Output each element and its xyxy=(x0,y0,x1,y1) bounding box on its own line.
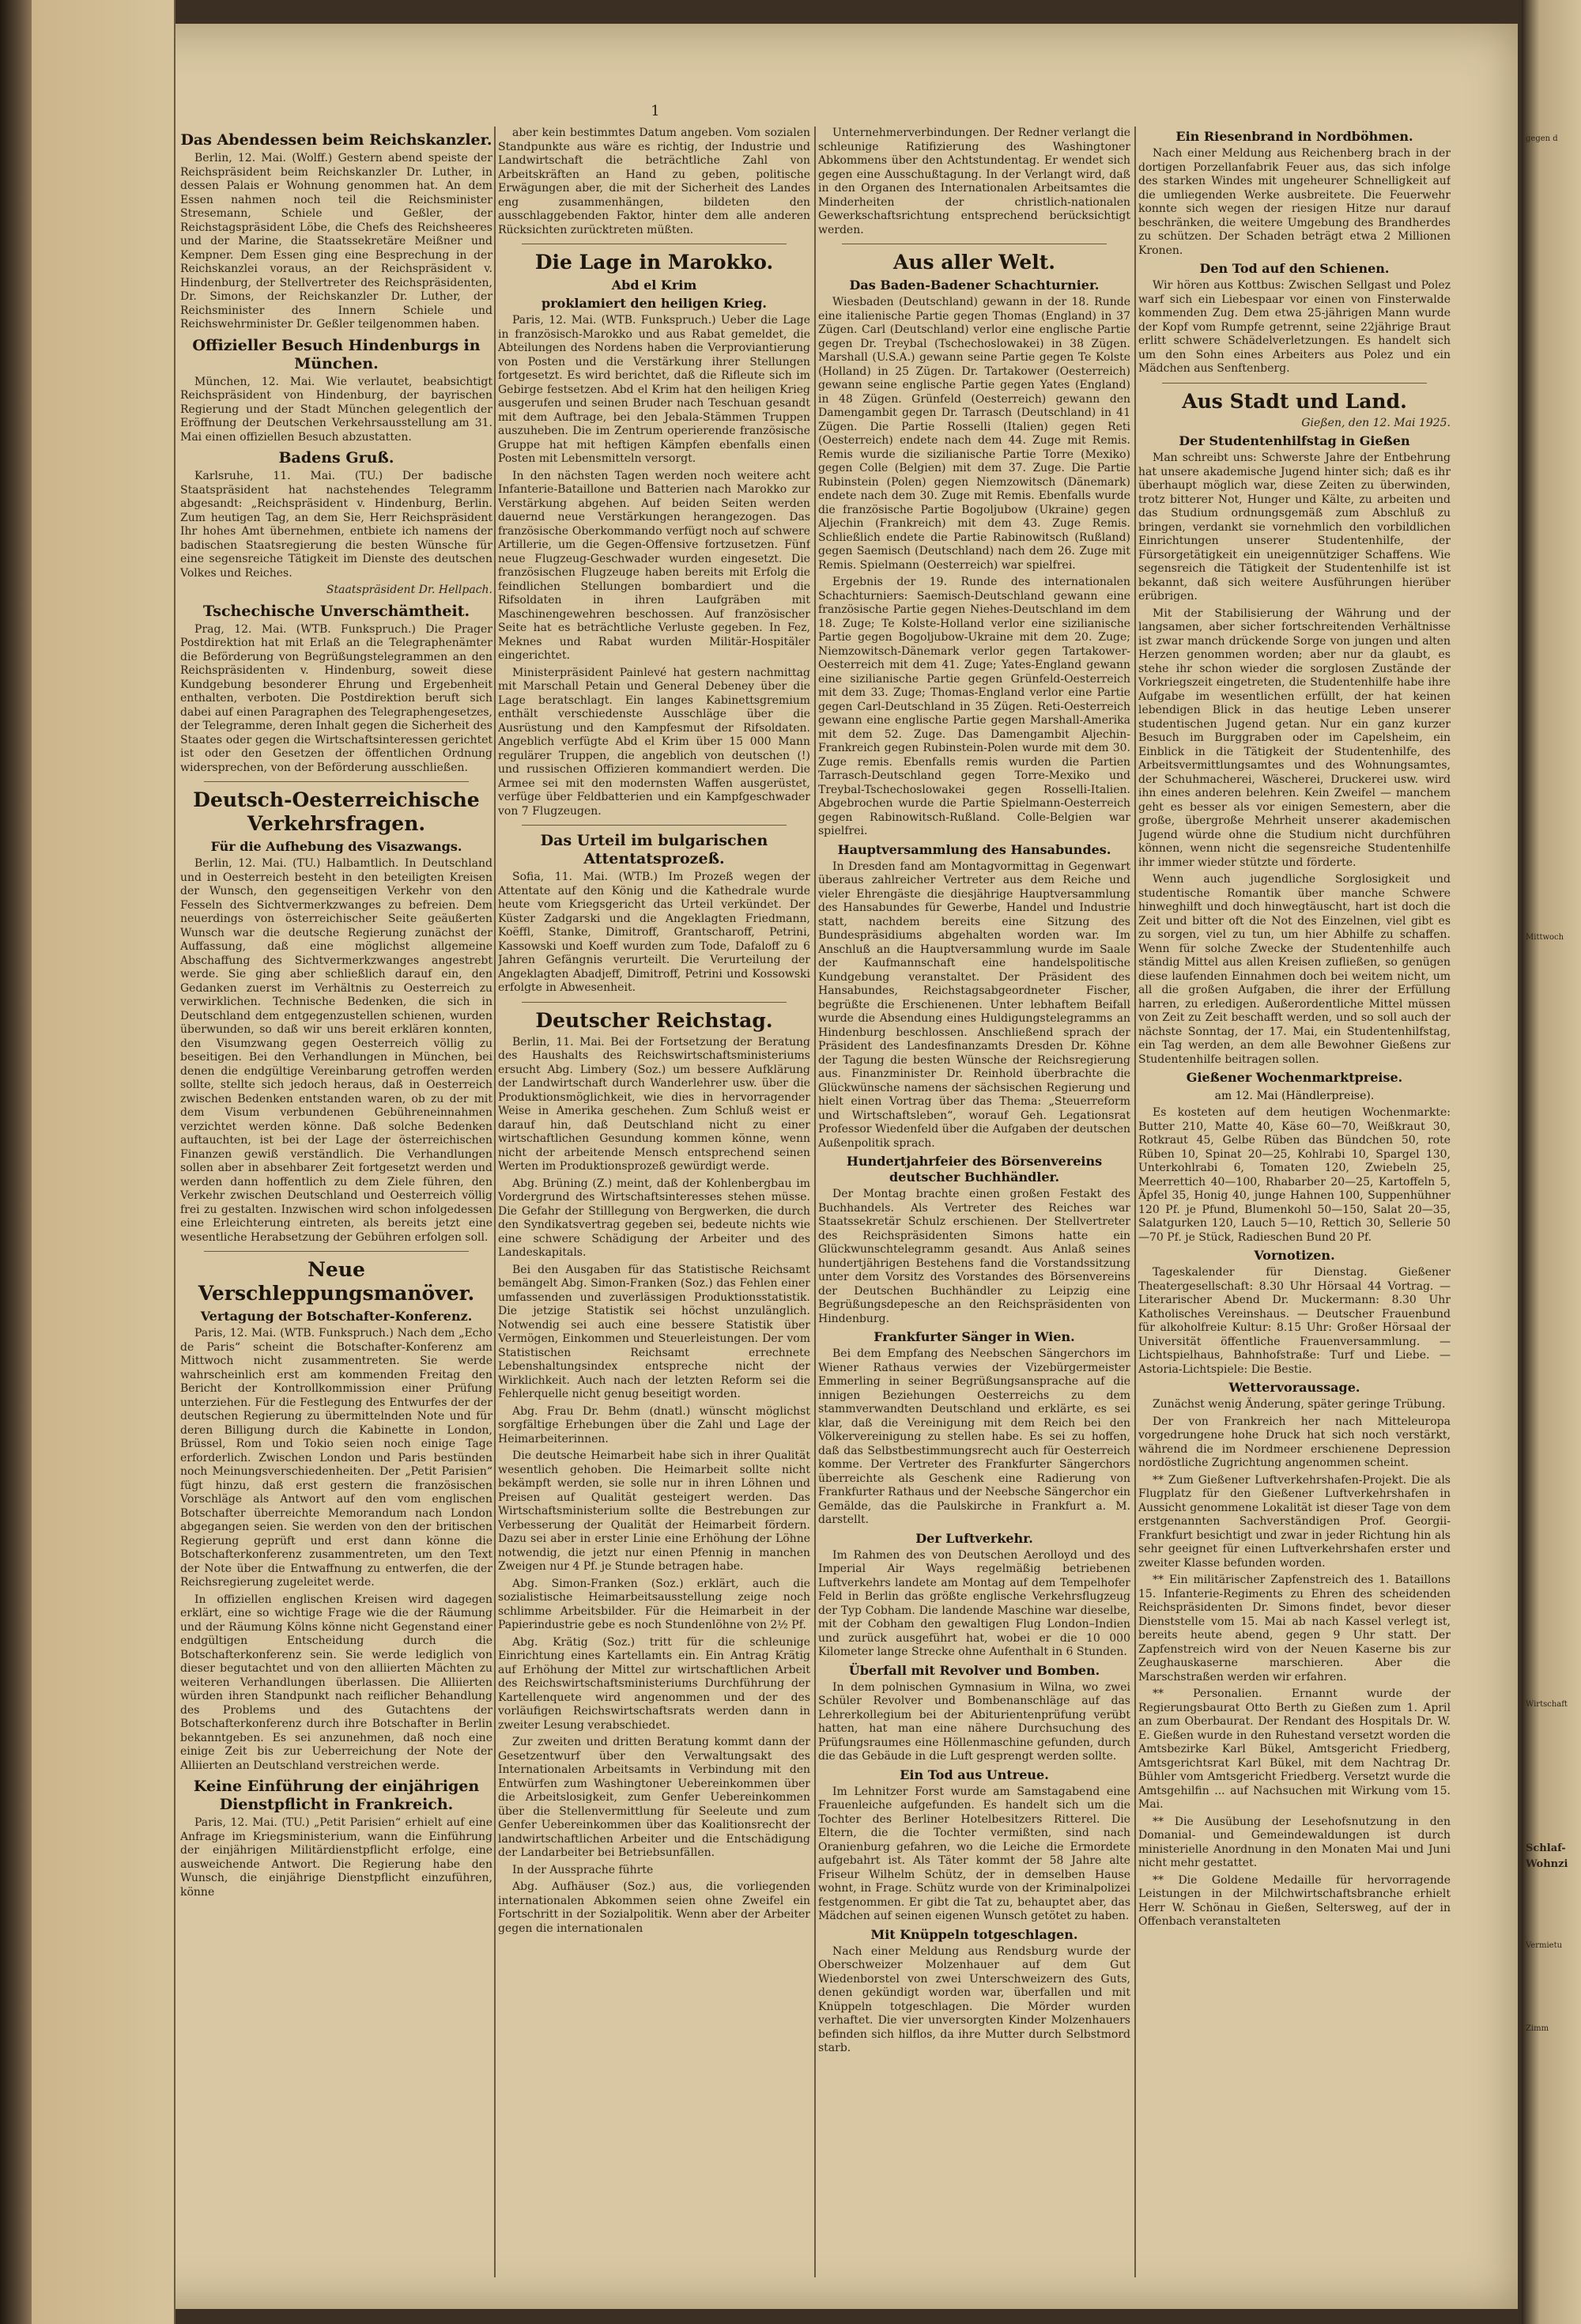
adjacent-page-text: Wirtschaft xyxy=(1526,1700,1568,1709)
article-subtitle: Abd el Krim xyxy=(611,278,697,293)
article-text: Der Montag brachte einen großen Festakt des Buchhandels. Als Vertreter des Reiches war Staatssekretär Schulz erschienen. Der Stellvertreter des Reichspräsidenten Simons hatte ein Glückwunschtelegramm gesandt. Aus Anlaß seines hundertjährigen Bestehens fand die Vorstandssitzung unter dem Vorsitz des Vorstandes des Börsenvereins der Deutschen Buchhändler zu Leipzig eine Begrüßungsdepesche an den Reichspräsidenten von Hindenburg. xyxy=(818,1188,1130,1325)
article-text: Paris, 12. Mai. (TU.) „Petit Parisien“ erhielt auf eine Anfrage im Kriegsministerium, wann die Einführung der einjährigen Militärdienstpflicht erfolge, eine ausweichende Antwort. Die Regierung habe den Wunsch, die einjährige Dienstpflicht einzuführen, könne xyxy=(180,1816,492,1899)
article-text: Mit der Stabilisierung der Währung und der langsamen, aber sicher fortschreitenden Verhältnisse ist zwar manch drückende Sorge von jungen und alten Herzen genommen worden; aber nur da glaubt, es stehe ihr schon wieder die sorglosen Zustände der Vorkriegszeit eingetreten, die Studentenhilfe habe ihre Aufgabe im wesentlichen erfüllt, der hat keinen lebendigen Blick in das heutige Leben unserer studentischen Jugend getan. Nur ein ganz kurzer Besuch im Burggraben oder im Capelsheim, ein Einblick in die Tätigkeit der Studentenhilfe, des Arbeitsvermittlungsamtes und des Wohnungsamtes, der Schuhmacherei, Wäscherei, Druckerei usw. wird ihn eines anderen belehren. Kein Zweifel — manchem geht es besser als vor einigen Semestern, aber die große, übergroße Mehrheit unserer akademischen Jugend würde ohne die Studium nicht durchführen können, wenn nicht die segensreiche Studentenhilfe ihr immer wieder stützte und förderte. xyxy=(1138,607,1451,869)
article-title: Offizieller Besuch Hindenburgs in München. xyxy=(192,336,481,372)
article-text: Bei dem Empfang des Neebschen Sängerchors im Wiener Rathaus verwies der Vizebürgermeister Emmerling in seiner Begrüßungsansprache auf die innigen Beziehungen Oesterreichs zu dem stammverwandten Deutschland und erklärte, es sei klar, daß die Vereinigung mit dem Reich bei den Völkervereinigung zu stellen habe. Es sei zu hoffen, daß das Selbstbestimmungsrecht auch für Oesterreich komme. Der Vertreter des Frankfurter Sängerchors überreichte als Geschenk eine Radierung von Frankfurter Rathaus und der Neebsche Sängerchor ein Gemälde, das die Paulskirche in Frankfurt a. M. darstellt. xyxy=(818,1347,1130,1526)
left-margin-strip xyxy=(32,0,175,2324)
article-text: Zur zweiten und dritten Beratung kommt dann der Gesetzentwurf über den Verwaltungsakt des Internationalen Arbeitsamts in Verbindung mit den Entwürfen zum Washingtoner Uebereinkommen über die Arbeitslosigkeit, zum Genfer Uebereinkommen über die Stellenvermittlung für Seeleute und zum Genfer Uebereinkommen über das Koalitionsrecht der landwirtschaftlichen Arbeiter und die Entschädigung der Landarbeiter bei Betriebsunfällen. xyxy=(498,1736,810,1859)
column-1 xyxy=(180,127,492,2277)
article-text: Unternehmerverbindungen. Der Redner verlangt die schleunige Ratifizierung des Washingtoner Abkommens über den Achtstundentag. Er wendet sich gegen eine Ausschußtagung. In der Verlangt wird, daß in den Organen des Internationalen Arbeitsamtes die Minderheiten der christlich-nationalen Gewerkschaftsrichtung entsprechend berücksichtigt werden. xyxy=(818,127,1130,236)
article-text: Wir hören aus Kottbus: Zwischen Sellgast und Polez warf sich ein Liebespaar vor einen von Finsterwalde kommenden Zug. Dem etwa 25-jährigen Mann wurde der Kopf vom Rumpfe getrennt, seine 22jährige Braut erlitt schwere Schädelverletzungen. Es handelt sich um den Sohn eines Arbeiters aus Polez und ein Mädchen aus Senftenberg. xyxy=(1138,279,1451,375)
column-3 xyxy=(818,127,1130,2277)
column-rule xyxy=(1134,127,1136,2277)
article-text: Prag, 12. Mai. (WTB. Funkspruch.) Die Prager Postdirektion hat mit Erlaß an die Telegraphenämter die Beförderung von Begrüßungstelegrammen an den Reichspräsidenten v. Hindenburg, soweit diese Kundgebung besonderer Ehrung und Ergebenheit enthalten, verboten. Die Postdirektion beruft sich dabei auf einen Paragraphen des Telegraphengesetzes, der Telegramme, deren Inhalt gegen die Sicherheit des Staates oder gegen die Wirtschaftsinteressen gerichtet ist oder den Gesetzen der öffentlichen Ordnung widersprechen, von der Beförderung ausschließen. xyxy=(180,622,492,774)
article-dateline: am 12. Mai (Händlerpreise). xyxy=(1214,1090,1375,1102)
article-text: Berlin, 12. Mai. (Wolff.) Gestern abend speiste der Reichspräsident beim Reichskanzler Dr. Luther, in dessen Palais er Wohnung genommen hat. An dem Essen nahmen noch teil die Reichsminister Stresemann, Schiele und Geßler, der Reichstagspräsident Löbe, die Chefs des Reichsheeres und der Marine, die Staatssekretäre Meißner und Kempner. Dem Essen ging eine Besprechung in der Reichskanzlei voraus, an der Reichspräsident v. Hindenburg, der Stellvertreter des Reichspräsidenten, Dr. Simons, der Reichskanzler Dr. Luther, der Reichsminister des Innern Schiele und Reichswehrminister Dr. Geßler teilgenommen haben. xyxy=(180,152,492,331)
article-subtitle: Mit Knüppeln totgeschlagen. xyxy=(870,1926,1078,1942)
article-text: Ergebnis der 19. Runde des internationalen Schachturniers: Saemisch-Deutschland gewann eine französische Partie gegen Niehes-Deutschland im dem 18. Zuge; Te Kolste-Holland verlor eine sizilianische Partie gegen Bogoljubow-Ukraine mit dem 20. Zuge; Niemzowitsch-Dänemark verlor gegen Tartakower-Oesterreich mit dem 41. Zuge; Yates-England gewann eine sizilianische Partie gegen Grünfeld-Oesterreich mit dem 33. Zuge; Thomas-England verlor eine Partie gegen Carl-Deutschland in 35 Zügen. Reti-Oesterreich gewann eine englische Partie gegen Marshall-Amerika mit dem 52. Zuge. Das Damengambit Aljechin-Frankreich gegen Rubinstein-Polen wurde mit dem 30. Zuge remis. Ebenfalls remis wurden die Partien Tarrasch-Deutschland gegen Torre-Mexiko und Treybal-Tschechoslowakei gegen Rosselli-Italien. Abgebrochen wurde die Partie Spielmann-Oesterreich gegen Rabinowitsch-Rußland. Colle-Belgien war spielfrei. xyxy=(818,576,1130,837)
article-title: Das Urteil im bulgarischen Attentatsprozeß. xyxy=(540,832,768,867)
section-divider xyxy=(522,1002,787,1003)
article-subtitle: proklamiert den heiligen Krieg. xyxy=(541,296,767,311)
article-text: In den nächsten Tagen werden noch weitere acht Infanterie-Bataillone und Batterien nach Marokko zur Verstärkung abgehen. Auf beiden Seiten werden dauernd neue Verstärkungen herangezogen. Das französische Oberkommando verfügt noch auf schwere Artillerie, um die Gegen-Offensive fortzusetzen. Fünf neue Flugzeug-Geschwader wurden eingesetzt. Die französischen Flugzeuge haben bereits mit Erfolg die feindlichen Stellungen bombardiert und die Rifsoldaten in ihren Laufgräben mit Maschinengewehren beschossen. Auf französischer Seite hat es beträchtliche Verluste gegeben. In Fez, Meknes und Rabat wurden Militär-Hospitäler eingerichtet. xyxy=(498,469,810,662)
article-title: Keine Einführung der einjährigen Dienstpflicht in Frankreich. xyxy=(193,1778,480,1813)
adjacent-page-text: Wohnzi xyxy=(1526,1858,1568,1870)
article-subtitle: Ein Tod aus Untreue. xyxy=(900,1767,1049,1782)
article-text: Abg. Aufhäuser (Soz.) aus, die vorliegenden internationalen Abkommen seien ohne Zweifel ein Fortschritt in der Sozialpolitik. Wenn aber der Arbeiter gegen die internationalen xyxy=(498,1880,810,1935)
article-text: Abg. Frau Dr. Behm (dnatl.) wünscht möglichst sorgfältige Erhebungen über die Zahl und Lage der Heimarbeiterinnen. xyxy=(498,1404,810,1445)
article-text: Abg. Krätig (Soz.) tritt für die schleunige Einrichtung eines Kartellamts ein. Ein Antrag Krätig auf Erhöhung der Mittel zur wirtschaftlichen Arbeit des Reichswirtschaftsministeriums Durchführung der Kartellenquete wird angenommen und der des vorläufigen Reichswirtschaftsrats werden dann in zweiter Lesung verabschiedet. xyxy=(498,1635,810,1732)
article-title: Tschechische Unverschämtheit. xyxy=(202,602,470,620)
article-subtitle: Vertagung der Botschafter-Konferenz. xyxy=(200,1309,473,1324)
article-text: Nach einer Meldung aus Rendsburg wurde der Oberschweizer Molzenhauer auf dem Gut Wiedenborstel von zwei Unterschweizern des Guts, denen gekündigt worden war, überfallen und mit Knüppeln totgeschlagen. Die Mörder wurden verhaftet. Die vier unversorgten Kinder Molzenhauers befinden sich hilflos, da ihre Mutter durch Selbstmord starb. xyxy=(818,1944,1130,2054)
article-title: Badens Gruß. xyxy=(278,449,394,467)
section-title: Aus Stadt und Land. xyxy=(1182,389,1407,413)
article-text: Nach einer Meldung aus Reichenberg brach in der dortigen Porzellanfabrik Feuer aus, das sich infolge des starken Windes mit ungeheurer Schnelligkeit auf die umliegenden Werke ausbreitete. Die Feuerwehr konnte sich wegen der riesigen Hitze nur darauf beschränken, die weitere Umgebung des Brandherdes zu schützen. Der Schaden beträgt etwa 2 Millionen Kronen. xyxy=(1138,147,1451,257)
article-text: aber kein bestimmtes Datum angeben. Vom sozialen Standpunkte aus wäre es richtig, der Industrie und Landwirtschaft die beträchtliche Zahl von Arbeitskräften an Hand zu geben, politische Erwägungen aber, die mit der Sicherheit des Landes eng zusammenhängen, bildeten den ausschlaggebenden Faktor, hinter dem alle anderen Rücksichten zurücktreten müßten. xyxy=(498,127,810,236)
article-text: ** Personalien. Ernannt wurde der Regierungsbaurat Otto Berth zu Gießen zum 1. April an zum Oberbaurat. Der Rendant des Hospitals Dr. W. E. Gießen wurde in den Ruhestand versetzt worden die Amtsbezirke Karl Bükel, Amtsgericht Friedberg, Amtsgerichtsrat Karl Bükel, mit dem Nachtrag Dr. Bühler vom Amtsgericht Friedberg. Versetzt wurde die Amtsgehilfin ... auf Nachsuchen mit Wirkung vom 15. Mai. xyxy=(1138,1687,1451,1811)
article-text: In der Aussprache führte xyxy=(512,1863,654,1876)
article-text: In offiziellen englischen Kreisen wird dagegen erklärt, eine so wichtige Frage wie die der Räumung und der Räumung Kölns könne nicht Gegenstand einer endgültigen Entscheidung durch die Botschafterkonferenz sein. Sie werde lediglich von dieser begutachtet und von den alliierten Mächten zu weiteren Verhandlungen überlassen. Die Alliierten würden ihren Standpunkt nach reiflicher Behandlung des Problems und des Gutachtens der Botschafterkonferenz durch ihre Botschafter in Berlin bekanntgeben. Es sei anzunehmen, daß noch eine einige Zeit bis zur Ueberreichung der Note der Alliierten an Deutschland verstreichen werde. xyxy=(180,1593,492,1772)
article-subtitle: Hundertjahrfeier des Börsenvereins deutscher Buchhändler. xyxy=(846,1154,1103,1185)
section-divider xyxy=(522,825,787,826)
dateline: Gießen, den 12. Mai 1925. xyxy=(1301,416,1451,429)
article-title: Deutsch-Oesterreichische Verkehrsfragen. xyxy=(193,788,480,835)
article-title: Das Abendessen beim Reichskanzler. xyxy=(180,131,492,149)
article-subtitle: Vornotizen. xyxy=(1254,1248,1335,1263)
article-subtitle: Der Studentenhilfstag in Gießen xyxy=(1179,433,1410,448)
article-text: Abg. Brüning (Z.) meint, daß der Kohlenbergbau im Vordergrund des Wirtschaftsinteresses stehen müsse. Die Gefahr der Stilllegung von Bergwerken, die durch den Syndikatsvertrag gegeben sei, bedeute nichts wie eine schwere Schädigung der Arbeiter und des Landeskapitals. xyxy=(498,1177,810,1259)
article-text: Im Lehnitzer Forst wurde am Samstagabend eine Frauenleiche aufgefunden. Es handelt sich um die Tochter des Berliner Hotelbesitzers Ritterel. Die Eltern, die die Tochter vermißten, sind nach Oranienburg gefahren, wo die Leiche die Ermordete aufgebahrt ist. Als Täter kommt der 58 Jahre alte Friseur Wilhelm Schütz, der in demselben Hause wohnt, in Frage. Schütz wurde von der Kriminalpolizei festgenommen. Er gibt die Tat zu, behauptet aber, das Mädchen auf seinen eigenen Wunsch getötet zu haben. xyxy=(818,1785,1130,1922)
article-text: Abg. Simon-Franken (Soz.) erklärt, auch die sozialistische Heimarbeitsausstellung zeige noch schlimme Arbeitsbilder. Für die Heimarbeit in der Papierindustrie gebe es noch Stundenlöhne von 2½ Pf. xyxy=(498,1577,810,1631)
article-text: Karlsruhe, 11. Mai. (TU.) Der badische Staatspräsident hat nachstehendes Telegramm abgesandt: „Reichspräsident v. Hindenburg, Berlin. Zum heutigen Tag, an dem Sie, Herr Reichspräsident Ihr hohes Amt übernehmen, entbiete ich namens der badischen Staatsregierung die besten Wünsche für eine segensreiche Tätigkeit im Dienste des deutschen Volkes und Reiches. xyxy=(180,470,492,580)
column-rule xyxy=(494,127,496,2277)
article-text: ** Zum Gießener Luftverkehrshafen-Projekt. Die als Flugplatz für den Gießener Luftverkehrshafen in Aussicht genommene Lokalität ist dieser Tage von dem erstgenannten Sachverständigen Prof. Georgii-Frankfurt besichtigt und zwar in jeder Richtung hin als sehr geeignet für einen Luftverkehrshafen erster und zweiter Klasse befunden worden. xyxy=(1138,1473,1451,1570)
article-subtitle: Den Tod auf den Schienen. xyxy=(1199,261,1390,276)
article-subtitle: Überfall mit Revolver und Bomben. xyxy=(848,1662,1100,1678)
article-text: In dem polnischen Gymnasium in Wilna, wo zwei Schüler Revolver und Bombenanschläge auf das Lehrerkollegium bei der Abiturientenprüfung verübt hatten, hat man eine nähere Durchsuchung des Prüfungsraumes eine Höllenmaschine gefunden, durch die das Gebäude in die Luft gesprengt werden sollte. xyxy=(818,1680,1130,1763)
article-text: Der von Frankreich her nach Mitteleuropa vorgedrungene hohe Druck hat sich noch verstärkt, während die im Nordmeer erschienene Depression nordöstliche Zugrichtung angenommen scheint. xyxy=(1138,1415,1451,1469)
article-text: Man schreibt uns: Schwerste Jahre der Entbehrung hat unsere akademische Jugend hinter sich; daß es ihr überhaupt möglich war, diese Zeiten zu überwinden, trotz bitterer Not, Hunger und Kälte, zu arbeiten und das Studium ordnungsgemäß zum Abschluß zu bringen, verdankt sie vornehmlich den vorbildlichen Einrichtungen unserer Studentenhilfe, der Fürsorgetätigkeit ein uneigennütziger Schaffens. Wie segensreich die Tätigkeit der Studentenhilfe ist ist bekannt, daß sich weitere Ausführungen hierüber erübrigen. xyxy=(1138,452,1451,603)
article-text: Es kosteten auf dem heutigen Wochenmarkte: Butter 210, Matte 40, Käse 60—70, Weißkraut 30, Rotkraut 45, Gelbe Rüben das Bündchen 50, rote Rüben 10, Spinat 20—25, Kohlrabi 10, Spargel 130, Unterkohlrabi 6, Tomaten 120, Zwiebeln 25, Meerrettich 40—100, Rhabarber 20—25, Kartoffeln 5, Äpfel 35, Honig 40, junge Hahnen 100, Suppenhühner 120 Pf. je Pfund, Blumenkohl 50—150, Salat 20—35, Salatgurken 120, Lauch 5—10, Rettich 30, Sellerie 50—70 Pf. je Stück, Radieschen Bund 20 Pf. xyxy=(1138,1106,1451,1244)
section-divider xyxy=(204,1251,469,1252)
adjacent-page-text: gegen d xyxy=(1526,134,1558,143)
column-4 xyxy=(1138,127,1451,2277)
article-subtitle: Frankfurter Sänger in Wien. xyxy=(874,1329,1075,1344)
article-text: Die deutsche Heimarbeit habe sich in ihrer Qualität wesentlich gehoben. Die Heimarbeit sollte nicht bekämpft werden, sie solle nur in ihren Löhnen und Preisen auf Qualität gesteigert werden. Das Wirtschaftsministerium sollte die Bestrebungen zur Verbesserung der Qualität der Heimarbeit fördern. Dazu sei aber in erster Linie eine Erhöhung der Löhne notwendig, die jetzt nur einen Pfennig in manchen Zweigen nur 4 Pf. je Stunde betragen habe. xyxy=(498,1449,810,1573)
article-text: Sofia, 11. Mai. (WTB.) Im Prozeß wegen der Attentate auf den König und die Kathedrale wurde heute vom Kriegsgericht das Urteil verkündet. Der Küster Zadgarski und die Angeklagten Friedmann, Koëffl, Stanke, Dimitroff, Grantscharoff, Petrini, Kassowski und Koeff wurden zum Tode, Dafaloff zu 6 Jahren Gefängnis verurteilt. Die Verurteilung der Angeklagten Abadjeff, Dimitroff, Petrini und Kossowski erfolgte in Abwesenheit. xyxy=(498,871,810,994)
article-text: In Dresden fand am Montagvormittag in Gegenwart überaus zahlreicher Vertreter aus dem Reiche und vieler Ehrengäste die diesjährige Hauptversammlung des Hansabundes für Gewerbe, Handel und Industrie statt, nachdem bereits eine Sitzung des Bundespräsidiums abgehalten worden war. Im Anschluß an die Hauptversammlung wurde im Saale der Kaufmannschaft eine handelspolitische Kundgebung veranstaltet. Der Präsident des Hansabundes, Reichstagsabgeordneter Fischer, begrüßte die Erschienenen. Unter lebhaftem Beifall wurde die Absendung eines Huldigungstelegramms an Hindenburg beschlossen. Anschließend sprach der Präsident des Landesfinanzamts Dresden Dr. Köhne der Tagung die besten Wünsche der Reichsregierung aus. Finanzminister Dr. Reinhold überbrachte die Glückwünsche namens der sächsischen Regierung und hielt einen Vortrag über das Thema: „Steuerreform und Wirtschaftsleben“, worauf Geh. Legationsrat Professor Wiedenfeld über die Aufgaben der deutschen Außenpolitik sprach. xyxy=(818,860,1130,1150)
column-2 xyxy=(498,127,810,2277)
article-subtitle: Gießener Wochenmarktpreise. xyxy=(1186,1070,1403,1085)
article-title: Aus aller Welt. xyxy=(892,251,1056,274)
article-text: Wenn auch jugendliche Sorglosigkeit und studentische Romantik über manche Schwere hinweghilft und doch hinwegtäuscht, hart ist doch die Zeit und bitter oft die Not des Einzelnen, viel gibt es zu sorgen, viel zu tun, um hier Abhilfe zu schaffen. Wenn für solche Zwecke der Studentenhilfe auch ständig Mittel aus allen Kreisen zufließen, so genügen diese laufenden Einnahmen doch bei weitem nicht, um all die großen Aufgaben, die ihrer der Erfüllung harren, zu erledigen. Außerordentliche Mittel müssen von Zeit zu Zeit beschafft werden, und so soll auch der nächste Sonntag, der 17. Mai, ein Studentenhilfstag, ein Tag werden, an dem alle Bewohner Gießens zur Studentenhilfe beitragen sollen. xyxy=(1138,873,1451,1066)
article-text: Berlin, 12. Mai. (TU.) Halbamtlich. In Deutschland und in Oesterreich besteht in den beteiligten Kreisen der Wunsch, den gegenseitigen Verkehr von den Fesseln des Sichtvermerkzwanges zu befreien. Dem neuerdings von österreichischer Seite geäußerten Wunsch war die deutsche Regierung zunächst der Auffassung, daß eine möglichst allgemeine Abschaffung des Sichtvermerkzwanges angestrebt werde. Sie ging aber schließlich darauf ein, den Gedanken zuerst im Verhältnis zu Oesterreich zu verwirklichen. Technische Bedenken, die sich in Deutschland dem entgegenzustellen schienen, wurden überwunden, so daß wir uns bereit erklären konnten, den Visumzwang gegen Oesterreich völlig zu beseitigen. Bei den Verhandlungen in München, bei denen die endgültige Vereinbarung getroffen werden sollte, stellte sich jedoch heraus, daß in Oesterreich zwischen Bedenken entstanden waren, ob zu der mit dem Visum verbundenen Gebühreneinnahmen verzichtet werden könne. Daß solche Bedenken auftauchten, ist bei der Lage der österreichischen Finanzen gewiß verständlich. Die Verhandlungen sollen aber in absehbarer Zeit fortgesetzt werden und werden dann hoffentlich zu dem Ziele führen, den Verkehr zwischen Deutschland und Oesterreich völlig frei zu gestalten. Inzwischen wird schon infolgedessen eine Erleichterung eintreten, als bereits jetzt eine wesentliche Herabsetzung der Gebühren erfolgen soll. xyxy=(180,857,492,1244)
article-subtitle: Für die Aufhebung des Visazwangs. xyxy=(210,839,462,854)
page-marker: 1 xyxy=(651,103,660,119)
article-subtitle: Wettervoraussage. xyxy=(1228,1380,1360,1395)
article-signature: Staatspräsident Dr. Hellpach. xyxy=(326,584,492,596)
article-text: Paris, 12. Mai. (WTB. Funkspruch.) Nach dem „Echo de Paris“ scheint die Botschafter-Konferenz am Mittwoch nicht zusammentreten. Sie werde wahrscheinlich erst am kommenden Freitag den Bericht der Kontrollkommission einer Prüfung unterziehen. Für die Festlegung des Entwurfes der der deutschen Regierung zu übermittelnden Note und für deren Billigung durch die Kabinette in London, Brüssel, Rom und Tokio seien noch einige Tage erforderlich. Zwischen London und Paris bestünden noch Meinungsverschiedenheiten. Der „Petit Parisien“ fügt hinzu, daß erst gestern die französischen Vorschläge als Antwort auf den vom englischen Botschafter überreichte Memorandum nach London abgegangen seien. Sie werden von den der britischen Regierung geprüft und erst dann könne die Botschafterkonferenz zusammentreten, um den Text der Note über die Entwaffnung zu entwerfen, die der Reichsregierung zugeleitet werde. xyxy=(180,1327,492,1589)
article-text: Zunächst wenig Änderung, später geringe Trübung. xyxy=(1153,1398,1446,1411)
adjacent-page-text: Vermietu xyxy=(1526,1941,1563,1950)
article-subtitle: Hauptversammlung des Hansabundes. xyxy=(837,841,1111,857)
adjacent-page-text: Zimm xyxy=(1526,2024,1549,2033)
article-text: Paris, 12. Mai. (WTB. Funkspruch.) Ueber die Lage in französisch-Marokko und aus Rabat gemeldet, die Abteilungen des Nordens haben die Verproviantierung von Posten und die Verstärkung ihrer Stellungen fortgesetzt. Es wird berichtet, daß die Rifleute sich im Gebirge festsetzen. Abd el Krim hat den heiligen Krieg ausgerufen und seinen Bruder nach Teschuan gesandt mit dem Auftrage, bei den Jebala-Stämmen Truppen auszuheben. Die im Zentrum operierende französische Gruppe hat mit heftigen Kämpfen ebenfalls einen Posten mit Lebensmitteln versorgt. xyxy=(498,314,810,465)
article-text: Bei den Ausgaben für das Statistische Reichsamt bemängelt Abg. Simon-Franken (Soz.) das Fehlen einer umfassenden und zuverlässigen Produktionsstatistik. Die jetzige Statistik sei höchst unzulänglich. Notwendig sei auch eine bessere Statistik über Vermögen, Einkommen und Steuerleistungen. Der vom Statistischen Reichsamt errechnete Lebenshaltungsindex entspreche nicht der Wirklichkeit. Auch nach der letzten Reform sei die Fehlerquelle nicht genug beseitigt worden. xyxy=(498,1263,810,1400)
article-title: Neue Verschleppungsmanöver. xyxy=(198,1258,475,1305)
article-subtitle: Das Baden-Badener Schachturnier. xyxy=(849,278,1100,293)
adjacent-page-text: Mittwoch xyxy=(1526,933,1564,942)
article-text: ** Ein militärischer Zapfenstreich des 1. Bataillons 15. Infanterie-Regiments zu Ehren des scheidenden Reichspräsidenten Dr. Simons findet, bevor dieser Dienststelle vom 15. Mai ab nach Kassel verlegt ist, bereits heute abend, gegen 9 Uhr statt. Der Zapfenstreich wird von der Neuen Kaserne bis zur Zeughauskaserne marschieren. Aber die Marschstraßen werden wir erfahren. xyxy=(1138,1574,1451,1683)
article-text: ** Die Ausübung der Lesehofsnutzung in den Domanial- und Gemeindewaldungen ist durch ministerielle Anordnung in den Monaten Mai und Juni nicht mehr gestattet. xyxy=(1138,1815,1451,1869)
section-divider xyxy=(204,781,469,782)
article-text: München, 12. Mai. Wie verlautet, beabsichtigt Reichspräsident von Hindenburg, der bayrischen Regierung und der Stadt München gelegentlich der Eröffnung der Deutschen Verkehrsausstellung am 31. Mai einen offiziellen Besuch abzustatten. xyxy=(180,375,492,444)
article-subtitle: Ein Riesenbrand in Nordböhmen. xyxy=(1175,129,1413,144)
book-binding-shadow xyxy=(0,0,32,2324)
article-title: Die Lage in Marokko. xyxy=(534,251,774,274)
column-rule xyxy=(814,127,816,2277)
article-text: Berlin, 11. Mai. Bei der Fortsetzung der Beratung des Haushalts des Reichswirtschaftsministeriums ersucht Abg. Limbery (Soz.) um bessere Aufklärung der Landwirtschaft durch Wanderlehrer usw. über die Produktionsmöglichkeit, wie dies in hervorragender Weise in Amerika geschehen. Zum Schluß weist er darauf hin, daß Deutschland nicht zu einer wirtschaftlichen Gesundung kommen könne, wenn nicht der arbeitende Mensch entsprechend seinen Werten im Produktionsprozeß gewürdigt werde. xyxy=(498,1035,810,1173)
article-subtitle: Der Luftverkehr. xyxy=(915,1530,1033,1546)
article-text: Wiesbaden (Deutschland) gewann in der 18. Runde eine italienische Partie gegen Thomas (England) in 37 Zügen. Carl (Deutschland) verlor eine englische Partie gegen Dr. Treybal (Tschechoslowakei) in 38 Zügen. Marshall (U.S.A.) gewann seine Partie gegen Te Kolste (Holland) in 25 Zügen. Dr. Tartakower (Oesterreich) gewann seine englische Partie gegen Yates (England) in 48 Zügen. Grünfeld (Oesterreich) gewann den Damengambit gegen Dr. Tarrasch (Deutschland) in 41 Zügen. Die Partie Rosselli (Italien) gegen Reti (Oesterreich) endete nach dem 44. Zuge mit Remis. Remis wurde die sizilianische Partie Torre (Mexiko) gegen Colle (Belgien) mit dem 37. Zuge. Die Partie Rubinstein (Polen) gegen Niemzowitsch (Dänemark) endete nach dem 30. Zuge mit Remis. Ebenfalls wurde die französische Partie Bogoljubow (Ukraine) gegen Aljechin (Frankreich) mit dem 43. Zuge Remis. Schließlich endete die Partie Rabinowitsch (Rußland) gegen Saemisch (Deutschland) nach dem 26. Zuge mit Remis. Spielmann (Oesterreich) war spielfrei. xyxy=(818,296,1130,572)
article-text: Im Rahmen des von Deutschen Aerolloyd und des Imperial Air Ways regelmäßig betriebenen Luftverkehrs landete am Montag auf dem Tempelhofer Feld in Berlin das größte englische Verkehrsflugzeug der Typ Cobham. Die landende Maschine war dieselbe, mit der Cobham den gewaltigen Flug London–Indien und zurück ausgeführt hat, wobei er die 10 000 Kilometer lange Strecke ohne Aufenthalt in 6 Stunden. xyxy=(818,1548,1130,1658)
article-title: Deutscher Reichstag. xyxy=(535,1008,773,1032)
article-text: Ministerpräsident Painlevé hat gestern nachmittag mit Marschall Petain und General Debeney über die Lage beratschlagt. Ein langes Kabinettsgremium enthält verschiedenste Ausschläge über die Ausrüstung und den Kampfesmut der Rifsoldaten. Angeblich verfügte Abd el Krim über 15 000 Mann regulärer Truppen, die angeblich von deutschen (!) und russischen Offizieren kommandiert werden. Die Armee sei mit den modernsten Waffen ausgerüstet, verfüge über Feldbatterien und ein Kampfgeschwader von 7 Flugzeugen. xyxy=(498,666,810,818)
adjacent-page-text: Schlaf- xyxy=(1526,1842,1566,1854)
article-text: Tageskalender für Dienstag. Gießener Theatergesellschaft: 8.30 Uhr Hörsaal 44 Vortrag. — Literarischer Abend Dr. Muckermann: 8.30 Uhr Katholisches Vereinshaus. — Deutscher Frauenbund für alkoholfreie Kultur: 8.15 Uhr: Großer Hörsaal der Universität öffentliche Frauenversammlung. — Lichtspielhaus, Bahnhofstraße: Turf und Liebe. — Astoria-Lichtspiele: Die Bestie. xyxy=(1138,1266,1451,1376)
adjacent-page-edge xyxy=(1522,0,1581,2324)
section-divider xyxy=(1162,383,1427,384)
article-text: ** Die Goldene Medaille für hervorragende Leistungen in der Milchwirtschaftsbranche erhielt Herr W. Schönau in Gießen, Seltersweg, auf der in Offenbach veranstalteten xyxy=(1138,1873,1451,1928)
